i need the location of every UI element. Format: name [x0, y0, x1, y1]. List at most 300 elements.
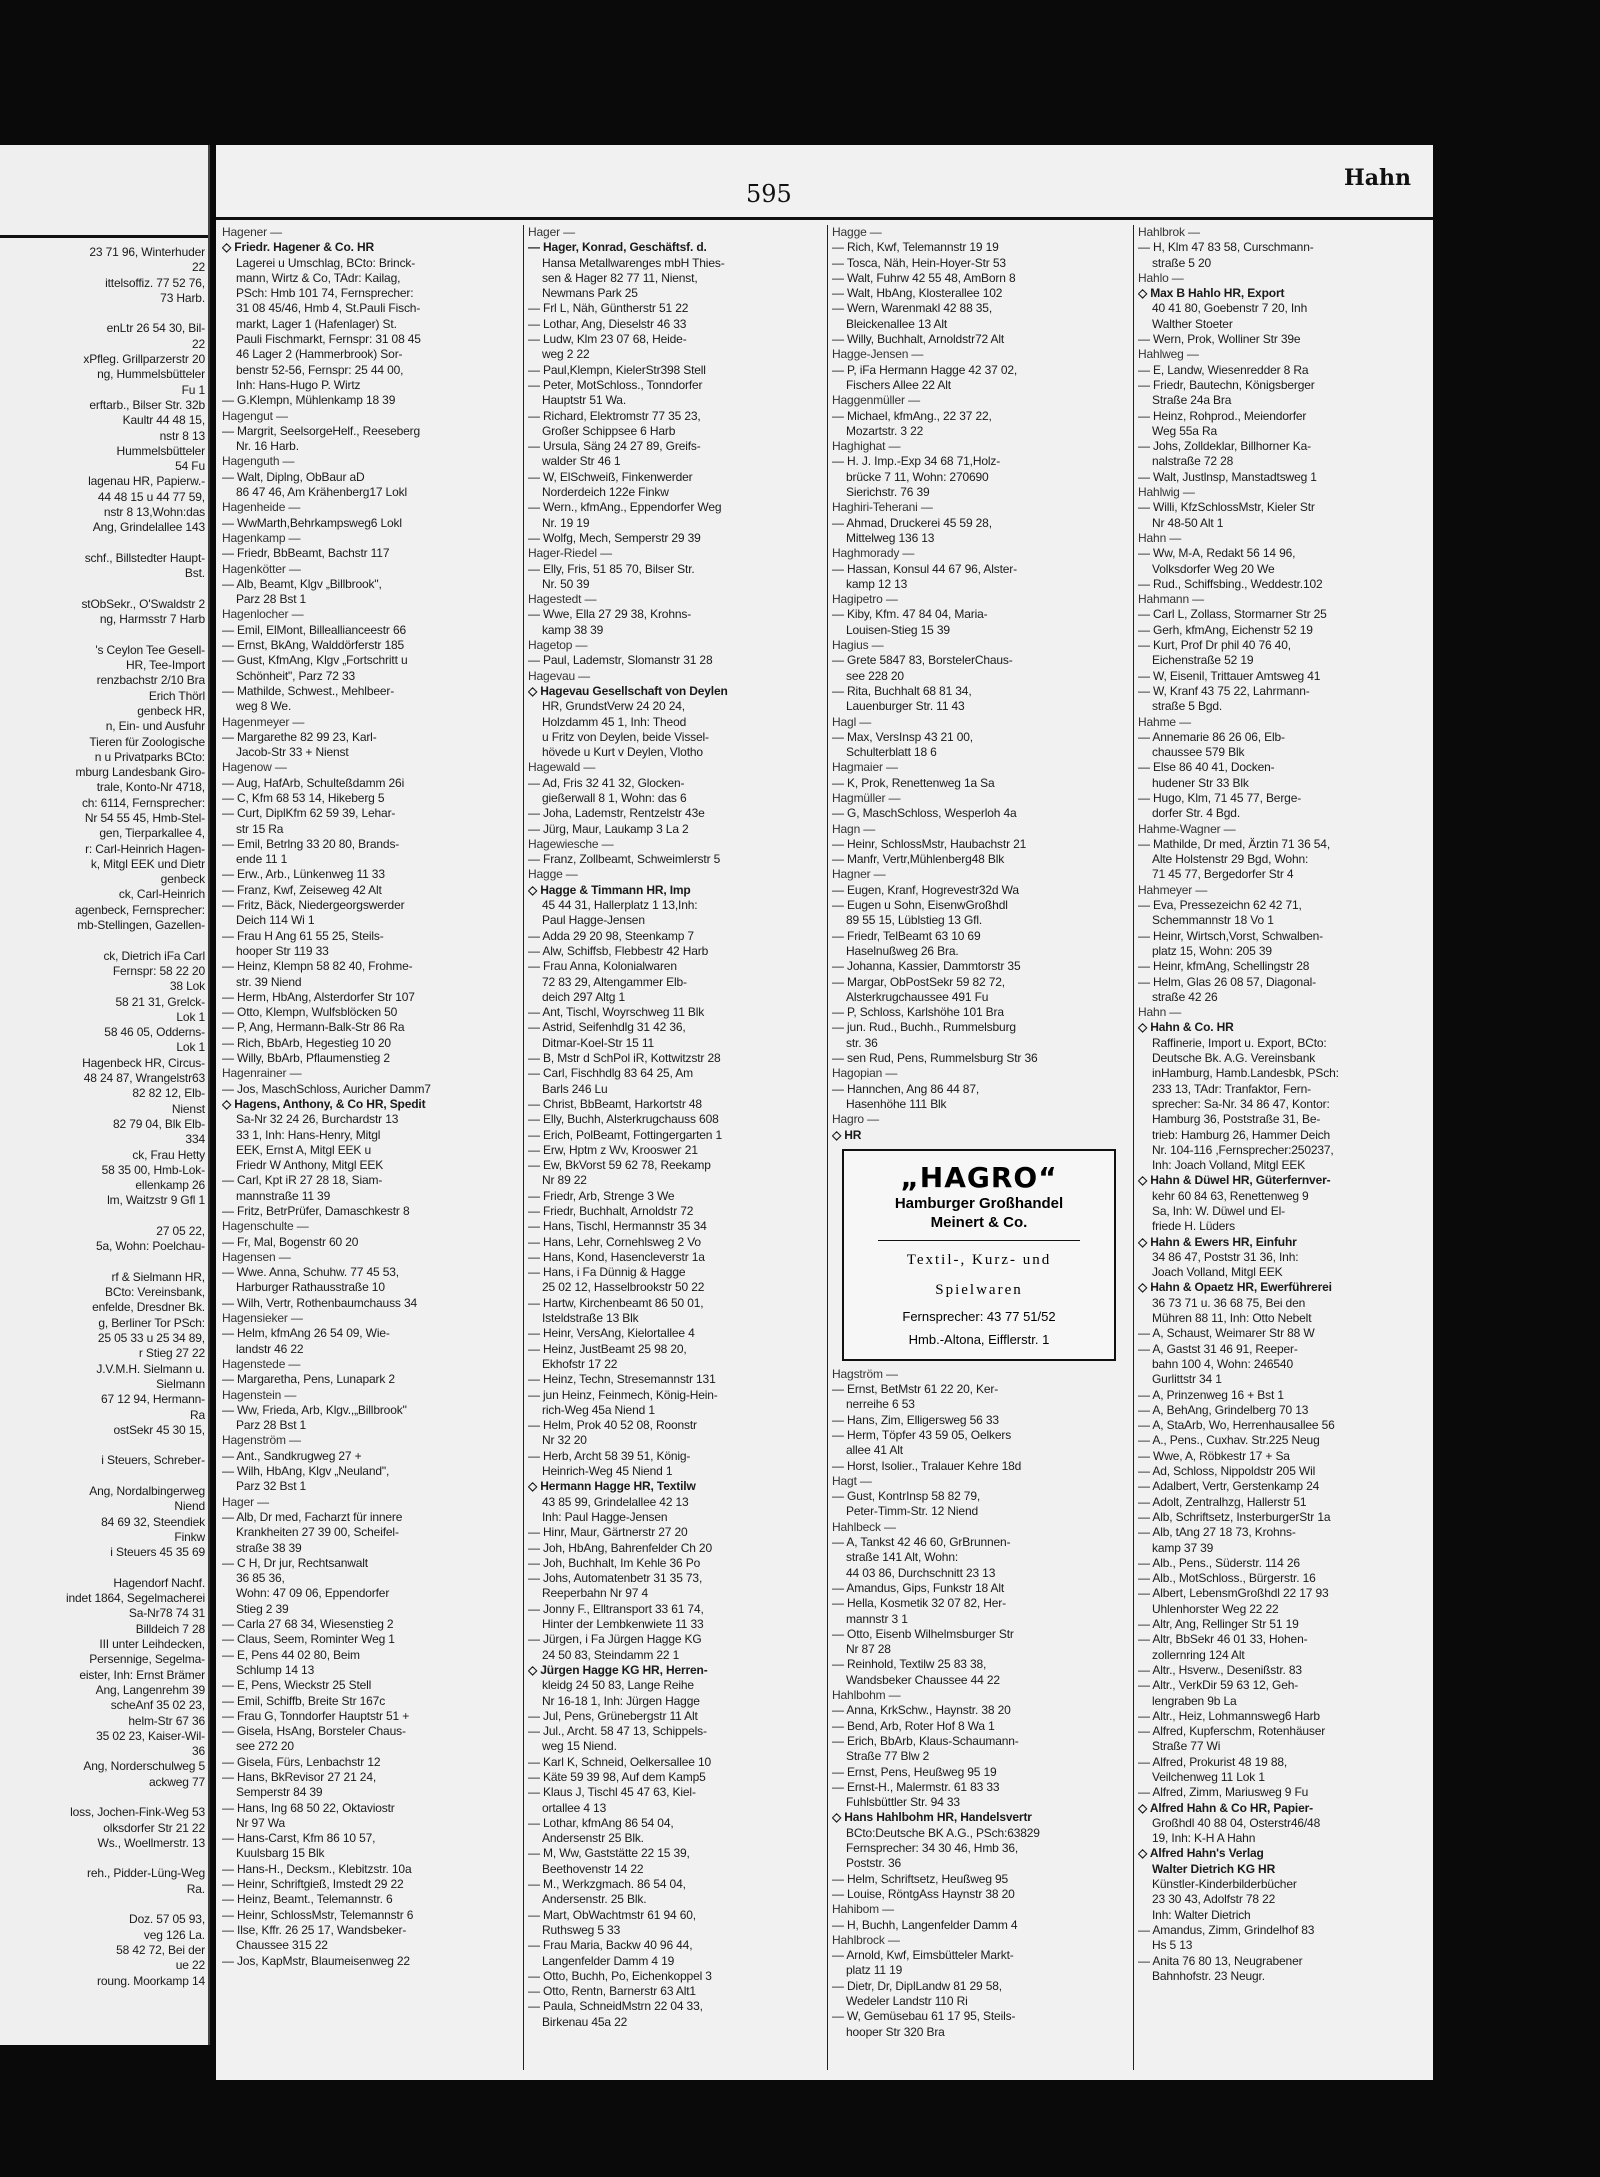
directory-entry-line: Nr 89 22: [542, 1173, 587, 1188]
left-fragment-line: Ra.: [186, 1881, 205, 1896]
directory-entry-line: — Johanna, Kassier, Dammtorstr 35: [832, 959, 1021, 974]
directory-entry-line: Friedr W Anthony, Mitgl EEK: [236, 1158, 384, 1173]
directory-entry-line: — Frau H Ang 61 55 25, Steils-: [222, 928, 384, 943]
directory-entry-line: 71 45 77, Bergedorfer Str 4: [1152, 867, 1294, 882]
directory-entry-line: Walther Stoeter: [1152, 316, 1233, 331]
directory-entry-line: Parz 28 Bst 1: [236, 592, 307, 607]
directory-entry-line: — Ernst, Pens, Heußweg 95 19: [832, 1764, 997, 1779]
directory-entry-line: — Käte 59 39 98, Auf dem Kamp5: [528, 1769, 706, 1784]
directory-entry-line: — Gisela, HsAng, Borsteler Chaus-: [222, 1724, 406, 1739]
column-divider: [827, 225, 828, 2070]
directory-entry-line: — Hans, i Fa Dünnig & Hagge: [528, 1265, 686, 1280]
left-fragment-line: Billdeich 7 28: [135, 1621, 205, 1636]
directory-entry-line: — Jonny F., Elltransport 33 61 74,: [528, 1601, 704, 1616]
left-fragment-line: 54 Fu: [175, 459, 205, 474]
directory-entry-line: dorfer Str. 4 Bgd.: [1152, 806, 1241, 821]
directory-entry-line: allee 41 Alt: [846, 1443, 903, 1458]
directory-entry-line: — Alb., Pens., Süderstr. 114 26: [1138, 1555, 1300, 1570]
directory-entry-line: — Altr., VerkDir 59 63 12, Geh-: [1138, 1678, 1299, 1693]
left-fragment-line: Kaultr 44 48 15,: [122, 413, 205, 428]
directory-entry-line: benstr 52-56, Fernspr: 25 44 00,: [236, 362, 404, 377]
directory-entry-line: trieb: Hamburg 26, Hammer Deich: [1152, 1127, 1331, 1142]
surname-heading: Hahmann —: [1138, 592, 1205, 607]
directory-entry-line: — Karl K, Schneid, Oelkersallee 10: [528, 1754, 711, 1769]
left-fragment-line: 82 82 12, Elb-: [132, 1086, 205, 1101]
directory-entry-line: — Frau Anna, Kolonialwaren: [528, 959, 677, 974]
surname-heading: Haggenmüller —: [832, 393, 920, 408]
left-fragment-line: [0, 306, 205, 321]
left-fragment-line: olksdorfer Str 21 22: [103, 1820, 205, 1835]
left-fragment-line: 82 79 04, Blk Elb-: [112, 1116, 205, 1131]
left-fragment-line: i Steuers, Schreber-: [101, 1453, 205, 1468]
directory-entry-line: inHamburg, Hamb.Landesbk, PSch:: [1152, 1066, 1339, 1081]
directory-entry-line: — Hassan, Konsul 44 67 96, Alster-: [832, 561, 1018, 576]
directory-entry-line: — Anita 76 80 13, Neugrabener: [1138, 1953, 1303, 1968]
directory-entry-line: Großhdl 40 88 04, Osterstr46/48: [1152, 1815, 1321, 1830]
left-fragment-line: 25 05 33 u 25 34 89,: [97, 1331, 205, 1346]
column-4: [1138, 225, 1430, 2070]
directory-entry-line: Langenfelder Damm 4 19: [542, 1953, 675, 1968]
column-1: [222, 225, 520, 2070]
directory-entry-line: — Wwe. Anna, Schuhw. 77 45 53,: [222, 1265, 399, 1280]
left-fragment-line: Ra: [189, 1407, 205, 1422]
directory-entry-line: — Heinr, SchlossMstr, Telemannstr 6: [222, 1907, 414, 1922]
left-fragment-line: erftarb., Bilser Str. 32b: [89, 397, 205, 412]
directory-entry-line: — Margaretha, Pens, Lunapark 2: [222, 1372, 395, 1387]
left-fragment-line: rf & Sielmann HR,: [111, 1269, 205, 1284]
hagro-advertisement: [842, 1149, 1116, 1361]
surname-heading: Hahlbeck —: [832, 1519, 896, 1534]
left-fragment-line: trale, Konto-Nr 4718,: [96, 780, 205, 795]
directory-entry-line: — Friedr, BbBeamt, Bachstr 117: [222, 546, 390, 561]
directory-entry-line: — Jürg, Maur, Laukamp 3 La 2: [528, 821, 689, 836]
left-fragment-line: Nr 54 55 45, Hmb-Stel-: [84, 810, 205, 825]
directory-entry-line: — Willy, Buchhalt, Arnoldstr72 Alt: [832, 332, 1005, 347]
directory-entry-line: — Mathilde, Dr med, Ärztin 71 36 54,: [1138, 836, 1331, 851]
directory-entry-line: — B, Mstr d SchPol iR, Kottwitzstr 28: [528, 1051, 721, 1066]
left-fragment-line: 23 71 96, Winterhuder: [89, 245, 205, 259]
directory-entry-line: mannstr 3 1: [846, 1611, 908, 1626]
directory-entry-line: — Astrid, Seifenhdlg 31 42 36,: [528, 1020, 686, 1035]
directory-entry-line: — Erw., Arb., Lünkenweg 11 33: [222, 867, 385, 882]
directory-entry-line: — Curt, DiplKfm 62 59 39, Lehar-: [222, 806, 396, 821]
directory-entry-line: — Reinhold, Textilw 25 83 38,: [832, 1657, 987, 1672]
left-fragment-line: agenbeck, Fernsprecher:: [75, 902, 205, 917]
surname-heading: Hagenow —: [222, 760, 287, 775]
directory-entry-line: — Helm, kfmAng 26 54 09, Wie-: [222, 1326, 390, 1341]
left-fragment-line: lm, Waitzstr 9 Gfl 1: [107, 1193, 205, 1208]
directory-entry-line: BCto:Deutsche BK A.G., PSch:63829: [846, 1825, 1040, 1840]
directory-entry-line: str. 39 Niend: [236, 974, 302, 989]
surname-heading: Hahn —: [1138, 1005, 1182, 1020]
directory-entry-line: — Richard, Elektromstr 77 35 23,: [528, 408, 701, 423]
directory-entry-line: — Hans, Tischl, Hermannstr 35 34: [528, 1219, 707, 1234]
directory-entry-line: — Carl, Fischhdlg 83 64 25, Am: [528, 1066, 693, 1081]
directory-entry-line: — Lothar, kfmAng 86 54 04,: [528, 1815, 674, 1830]
directory-entry-line: ◇ Alfred Hahn's Verlag: [1138, 1846, 1264, 1861]
directory-entry-line: Nr 97 Wa: [236, 1815, 286, 1830]
directory-entry-line: — Eva, Pressezeichn 62 42 71,: [1138, 898, 1302, 913]
surname-heading: Hagt —: [832, 1473, 872, 1488]
directory-entry-line: — Otto, Buchh, Po, Eichenkoppel 3: [528, 1968, 712, 1983]
directory-entry-line: — Eugen u Sohn, EisenwGroßhdl: [832, 898, 1008, 913]
left-fragment-line: ck, Frau Hetty: [132, 1147, 205, 1162]
surname-heading: Hahlbrock —: [832, 1932, 900, 1947]
directory-entry-line: — K, Prok, Renettenweg 1a Sa: [832, 775, 995, 790]
left-page-fragment: [0, 145, 210, 2045]
left-fragment-line: [0, 1255, 205, 1270]
directory-entry-line: Pauli Fischmarkt, Fernspr: 31 08 45: [236, 332, 421, 347]
ad-goods: Textil-, Kurz- und: [906, 1251, 1052, 1268]
directory-entry-line: u Fritz von Deylen, beide Vissel-: [542, 729, 709, 744]
directory-entry-line: ortallee 4 13: [542, 1800, 607, 1815]
directory-entry-line: ◇ Hagevau Gesellschaft von Deylen: [528, 683, 728, 698]
surname-heading: Haghmorady —: [832, 546, 915, 561]
directory-entry-line: straße 5 Bgd.: [1152, 699, 1223, 714]
surname-heading: Hagevau —: [528, 668, 591, 683]
directory-entry-line: 86 47 46, Am Krähenberg17 Lokl: [236, 485, 407, 500]
surname-heading: Hagenstede —: [222, 1356, 301, 1371]
ad-phone: Fernsprecher: 43 77 51/52: [902, 1308, 1056, 1324]
directory-entry-line: Nr. 16 Harb.: [236, 439, 299, 454]
directory-entry-line: Sa-Nr 32 24 26, Burchardstr 13: [236, 1112, 399, 1127]
directory-entry-line: — Altr., Hsverw., Desenißstr. 83: [1138, 1662, 1302, 1677]
left-fragment-line: [0, 627, 205, 642]
left-fragment-line: schf., Billstedter Haupt-: [84, 550, 205, 565]
left-fragment-line: Ang, Grindelallee 143: [92, 520, 205, 535]
directory-entry-line: Großer Schippsee 6 Harb: [542, 423, 676, 438]
left-fragment-line: [0, 933, 205, 948]
left-page-header-rule: [0, 235, 208, 238]
directory-entry-line: Chaussee 315 22: [236, 1938, 328, 1953]
directory-entry-line: 33 1, Inh: Hans-Henry, Mitgl: [236, 1127, 381, 1142]
directory-entry-line: 45 44 31, Hallerplatz 1 13,Inh:: [542, 898, 698, 913]
directory-entry-line: Newmans Park 25: [542, 286, 638, 301]
directory-entry-line: weg 15 Niend.: [542, 1739, 617, 1754]
surname-heading: Hahme-Wagner —: [1138, 821, 1236, 836]
directory-entry-line: Hinter der Lembkenwiete 11 33: [542, 1617, 704, 1632]
directory-entry-line: 36 73 71 u. 36 68 75, Bei den: [1152, 1295, 1306, 1310]
directory-entry-line: — Erich, BbArb, Klaus-Schaumann-: [832, 1733, 1019, 1748]
left-fragment-line: genbeck: [160, 872, 205, 887]
column-divider: [523, 225, 524, 2070]
left-fragment-line: n u Privatparks BCto:: [94, 749, 205, 764]
surname-heading: Hahmeyer —: [1138, 882, 1208, 897]
directory-entry-line: Mozartstr. 3 22: [846, 423, 924, 438]
directory-entry-line: Harburger Rathausstraße 10: [236, 1280, 385, 1295]
directory-entry-line: — Ant., Sandkrugweg 27 +: [222, 1448, 362, 1463]
directory-entry-line: — A., Pens., Cuxhav. Str.225 Neug: [1138, 1433, 1320, 1448]
directory-entry-line: Straße 24a Bra: [1152, 393, 1232, 408]
directory-entry-line: — Gust, KontrInsp 58 82 79,: [832, 1489, 981, 1504]
directory-entry-line: — Ernst, BetMstr 61 22 20, Ker-: [832, 1382, 999, 1397]
directory-entry-line: kleidg 24 50 83, Lange Reihe: [542, 1678, 694, 1693]
directory-entry-line: ◇ HR: [832, 1127, 862, 1142]
surname-heading: Hahibom —: [832, 1902, 895, 1917]
directory-entry-line: straße 38 39: [236, 1540, 302, 1555]
surname-heading: Hahlbohm —: [832, 1688, 901, 1703]
directory-entry-line: lengraben 9b La: [1152, 1693, 1237, 1708]
directory-entry-line: — Erw, Hptm z Wv, Krooswег 21: [528, 1142, 698, 1157]
directory-entry-line: — Alfred, Zimm, Mariusweg 9 Fu: [1138, 1785, 1309, 1800]
directory-entry-line: — Kurt, Prof Dr phil 40 76 40,: [1138, 638, 1291, 653]
directory-entry-line: rich-Weg 45a Niend 1: [542, 1402, 655, 1417]
directory-entry-line: — Joh, HbAng, Bahrenfelder Ch 20: [528, 1540, 712, 1555]
left-fragment-line: reh., Pidder-Lüng-Weg: [86, 1866, 205, 1881]
left-fragment-line: Ang, Langenrehm 39: [95, 1682, 205, 1697]
directory-entry-line: — Mathilde, Schwest., Mehlbeer-: [222, 683, 395, 698]
directory-entry-line: Künstler-Kinderbilderbücher: [1152, 1877, 1297, 1892]
left-fragment-line: ng, Hummelsbütteler: [97, 367, 205, 382]
left-fragment-line: k, Mitgl EEK und Dietr: [90, 856, 205, 871]
surname-heading: Hagge-Jensen —: [832, 347, 924, 362]
directory-entry-line: Parz 32 Bst 1: [236, 1479, 307, 1494]
directory-entry-line: — Hans, Ing 68 50 22, Oktaviostr: [222, 1800, 395, 1815]
directory-entry-line: kehr 60 84 63, Renettenweg 9: [1152, 1188, 1309, 1203]
left-fragment-line: Hagendorf Nachf.: [113, 1575, 205, 1590]
directory-entry-line: — Otto, Klempn, Wulfsblöcken 50: [222, 1005, 398, 1020]
directory-entry-line: Poststr. 36: [846, 1856, 902, 1871]
directory-entry-line: — Wern., kfmAng., Eppendorfer Weg: [528, 500, 722, 515]
left-fragment-line: n, Ein- und Ausfuhr: [105, 719, 205, 734]
directory-entry-line: — A, Gastst 31 46 91, Reeper-: [1138, 1341, 1298, 1356]
ad-brand: „HAGRO“: [900, 1160, 1058, 1194]
page-number: 595: [746, 180, 792, 208]
left-fragment-line: 5a, Wohn: Poelchau-: [96, 1239, 205, 1254]
directory-entry-line: 46 Lager 2 (Hammerbrook) Sor-: [236, 347, 403, 362]
left-fragment-line: 67 12 94, Hermann-: [100, 1392, 205, 1407]
directory-entry-line: — Tosca, Näh, Hein-Hoyer-Str 53: [832, 255, 1006, 270]
directory-entry-line: — Amandus, Gips, Funkstr 18 Alt: [832, 1580, 1005, 1595]
directory-entry-line: Fischers Allee 22 Alt: [846, 377, 951, 392]
directory-entry-line: — Margar, ObPostSekr 59 82 72,: [832, 974, 1005, 989]
left-fragment-line: r: Carl-Heinrich Hagen-: [85, 841, 205, 856]
surname-heading: Hagmüller —: [832, 790, 901, 805]
surname-heading: Hagopian —: [832, 1066, 898, 1081]
directory-entry-line: — Kiby, Kfm. 47 84 04, Maria-: [832, 607, 988, 622]
surname-heading: Hagengut —: [222, 408, 288, 423]
directory-entry-line: ◇ Alfred Hahn & Co HR, Papier-: [1138, 1800, 1313, 1815]
directory-entry-line: — Otto, Rentn, Barnerstr 63 Alt1: [528, 1984, 696, 1999]
surname-heading: Hagenström —: [222, 1433, 301, 1448]
surname-heading: Hager —: [222, 1494, 269, 1509]
directory-entry-line: Inh: Joach Volland, Mitgl EEK: [1152, 1158, 1306, 1173]
directory-entry-line: — Hella, Kosmetik 32 07 82, Her-: [832, 1596, 1006, 1611]
directory-entry-line: Holzdamm 45 1, Inh: Theod: [542, 714, 687, 729]
directory-entry-line: Straße 77 Wi: [1152, 1739, 1221, 1754]
directory-entry-line: 25 02 12, Hasselbrookstr 50 22: [542, 1280, 705, 1295]
directory-entry-line: — C H, Dr jur, Rechtsanwalt: [222, 1555, 368, 1570]
directory-entry-line: — Wwe, A, Röbkestr 17 + Sa: [1138, 1448, 1290, 1463]
directory-entry-line: — M., Werkzgmach. 86 54 04,: [528, 1877, 686, 1892]
directory-entry-line: — Alb, Schriftsetz, InsterburgerStr 1a: [1138, 1509, 1331, 1524]
directory-entry-line: Andersenstr 25 Blk.: [542, 1831, 644, 1846]
left-fragment-line: ck, Dietrich iFa Carl: [103, 948, 205, 963]
directory-entry-line: hooper Str 119 33: [236, 943, 329, 958]
directory-entry-line: — Ww, Frieda, Arb, Klgv.,„Billbrook": [222, 1402, 407, 1417]
left-fragment-line: renzbachstr 2/10 Bra: [96, 673, 205, 688]
left-fragment-line: J.V.M.H. Sielmann u.: [96, 1361, 205, 1376]
directory-entry-line: — Altr, Ang, Rellinger Str 51 19: [1138, 1617, 1299, 1632]
left-fragment-line: scheAnf 35 02 23,: [110, 1698, 205, 1713]
directory-entry-line: Alte Holstenstr 29 Bgd, Wohn:: [1152, 852, 1309, 867]
left-fragment-line: Sielmann: [156, 1376, 205, 1391]
directory-entry-line: Parz 28 Bst 1: [236, 1418, 307, 1433]
directory-entry-line: — Michael, kfmAng., 22 37 22,: [832, 408, 992, 423]
directory-entry-line: 31 08 45/46, Hmb 4, St.Pauli Fisch-: [236, 301, 421, 316]
directory-entry-line: — Hans-H., Decksm., Klebitzstr. 10a: [222, 1861, 412, 1876]
directory-entry-line: — W, Kranf 43 75 22, Lahrmann-: [1138, 683, 1310, 698]
directory-page: [216, 145, 1433, 2080]
surname-heading: Hagmaier —: [832, 760, 898, 775]
directory-entry-line: — Rich, Kwf, Telemannstr 19 19: [832, 240, 999, 255]
directory-entry-line: Inh: Hans-Hugo P. Wirtz: [236, 377, 361, 392]
directory-entry-line: — Paul, Lademstr, Slomanstr 31 28: [528, 653, 713, 668]
directory-entry-line: — Jos, MaschSchloss, Auricher Damm7: [222, 1081, 431, 1096]
left-fragment-line: nstr 8 13,Wohn:das: [103, 505, 205, 520]
left-fragment-line: Ang, Norderschulweg 5: [83, 1759, 205, 1774]
directory-entry-line: — W, ElSchweiß, Finkenwerder: [528, 469, 693, 484]
directory-entry-line: — E, Landw, Wiesenredder 8 Ra: [1138, 362, 1309, 377]
directory-entry-line: ◇ Hahn & Ewers HR, Einfuhr: [1138, 1234, 1297, 1249]
directory-entry-line: — W, Eisenil, Trittauer Amtsweg 41: [1138, 668, 1321, 683]
directory-entry-line: hövede u Kurt v Deylen, Vlotho: [542, 745, 703, 760]
left-fragment-line: [0, 1897, 205, 1912]
directory-entry-line: Nr. 104-116 ,Fernsprecher:250237,: [1152, 1142, 1334, 1157]
directory-entry-line: — Amandus, Zimm, Grindelhof 83: [1138, 1922, 1315, 1937]
left-fragment-line: BCto: Vereinsbank,: [104, 1285, 205, 1300]
directory-entry-line: ◇ Hermann Hagge HR, Textilw: [528, 1479, 696, 1494]
directory-entry-line: nerreihe 6 53: [846, 1397, 915, 1412]
directory-entry-line: Hasenhöhe 111 Blk: [846, 1096, 947, 1111]
directory-entry-line: Mittelweg 136 13: [846, 530, 935, 545]
ad-company: Meinert & Co.: [930, 1213, 1028, 1231]
directory-entry-line: Inh: Walter Dietrich: [1152, 1907, 1251, 1922]
directory-entry-line: — Gisela, Fürs, Lenbachstr 12: [222, 1754, 381, 1769]
directory-entry-line: — Gust, KfmAng, Klgv „Fortschritt u: [222, 653, 408, 668]
directory-entry-line: — Emil, Betrlng 33 20 80, Brands-: [222, 836, 400, 851]
directory-entry-line: Gurlittstr 34 1: [1152, 1372, 1222, 1387]
directory-entry-line: Jacob-Str 33 + Nienst: [236, 745, 349, 760]
directory-entry-line: — Altr, BbSekr 46 01 33, Hohen-: [1138, 1632, 1308, 1647]
left-fragment-line: Bst.: [184, 566, 205, 581]
directory-entry-line: — Frl L, Näh, Güntherstr 51 22: [528, 301, 689, 316]
directory-entry-line: Straße 77 Blw 2: [846, 1749, 930, 1764]
directory-entry-line: — Hans, Zim, Elligersweg 56 33: [832, 1412, 999, 1427]
directory-entry-line: — Alfred, Kupferschm, Rotenhäuser: [1138, 1724, 1326, 1739]
directory-entry-line: — Ernst, BkAng, Walddörferstr 185: [222, 638, 405, 653]
directory-entry-line: — Elly, Fris, 51 85 70, Bilser Str.: [528, 561, 695, 576]
directory-entry-line: — jun. Rud., Buchh., Rummelsburg: [832, 1020, 1016, 1035]
directory-entry-line: Weg 55a Ra: [1152, 423, 1217, 438]
column-3: [832, 225, 1130, 2070]
directory-entry-line: — Hans, BkRevisor 27 21 24,: [222, 1769, 377, 1784]
directory-entry-line: — Horst, Isolier., Tralauer Kehre 18d: [832, 1458, 1022, 1473]
directory-entry-line: — Else 86 40 41, Docken-: [1138, 760, 1275, 775]
left-page-column: [0, 245, 205, 1989]
directory-entry-line: — Erich, PolBeamt, Fottingergarten 1: [528, 1127, 723, 1142]
directory-entry-line: Barls 246 Lu: [542, 1081, 608, 1096]
directory-entry-line: Kuulsbarg 15 Blk: [236, 1846, 325, 1861]
left-fragment-line: g, Berliner Tor PSch:: [98, 1315, 205, 1330]
surname-heading: Hahme —: [1138, 714, 1191, 729]
directory-entry-line: — Heinz, Klempn 58 82 40, Frohme-: [222, 959, 413, 974]
left-fragment-line: indet 1864, Segelmacherei: [65, 1591, 205, 1606]
left-fragment-line: 27 05 22,: [156, 1224, 205, 1238]
directory-entry-line: Stieg 2 39: [236, 1601, 289, 1616]
surname-heading: Hagl —: [832, 714, 872, 729]
directory-entry-line: — Willi, KfzSchlossMstr, Kieler Str: [1138, 500, 1315, 515]
directory-entry-line: Wedeler Landstr 110 Ri: [846, 1993, 968, 2008]
directory-entry-line: — Fritz, BetrPrüfer, Damaschkestr 8: [222, 1204, 410, 1218]
directory-entry-line: — Hans-Carst, Kfm 86 10 57,: [222, 1831, 376, 1846]
left-fragment-line: enfelde, Dresdner Bk.: [92, 1300, 205, 1315]
directory-entry-line: Inh: Paul Hagge-Jensen: [542, 1509, 668, 1524]
directory-entry-line: see 228 20: [846, 668, 904, 683]
directory-entry-line: — Jul., Archt. 58 47 13, Schippels-: [528, 1724, 707, 1739]
directory-entry-line: — Wolfg, Mech, Semperstr 29 39: [528, 530, 701, 545]
left-fragment-line: ellenkamp 26: [135, 1178, 205, 1193]
left-fragment-line: Tieren für Zoologische: [89, 734, 205, 749]
directory-entry-line: ◇ Hagens, Anthony, & Co HR, Spedit: [222, 1096, 426, 1111]
directory-entry-line: platz 15, Wohn: 205 39: [1152, 943, 1272, 958]
directory-entry-line: — Franz, Zollbeamt, Schweimlerstr 5: [528, 852, 721, 867]
directory-entry-line: — Walt, Justlnsp, Manstadtsweg 1: [1138, 469, 1317, 484]
left-fragment-line: ue 22: [175, 1958, 205, 1973]
directory-entry-line: mannstraße 11 39: [236, 1188, 331, 1203]
surname-heading: Hagro —: [832, 1112, 879, 1127]
surname-heading: Hagström —: [832, 1366, 898, 1381]
directory-entry-line: — Friedr, TelBeamt 63 10 69: [832, 928, 981, 943]
left-fragment-line: lagenau HR, Papierw.-: [88, 474, 205, 489]
ad-subtitle: Hamburger Großhandel: [894, 1194, 1064, 1212]
directory-entry-line: — Heinz, Techn, Stresemannstr 131: [528, 1372, 716, 1387]
left-fragment-line: 334: [185, 1132, 205, 1147]
surname-heading: Hagewald —: [528, 760, 596, 775]
left-fragment-line: 73 Harb.: [160, 290, 205, 305]
directory-entry-line: — Ww, M-A, Redakt 56 14 96,: [1138, 546, 1296, 561]
header-rule: [216, 217, 1433, 220]
left-fragment-line: Lok 1: [176, 1009, 205, 1024]
left-fragment-line: [0, 1790, 205, 1805]
directory-entry-line: 19, Inh: K-H A Hahn: [1152, 1831, 1256, 1846]
directory-entry-line: hudener Str 33 Blk: [1152, 775, 1249, 790]
directory-entry-line: — Ew, BkVorst 59 62 78, Reekamp: [528, 1158, 711, 1173]
left-fragment-line: veg 126 La.: [143, 1927, 205, 1942]
directory-entry-line: Schemmannstr 18 Vo 1: [1152, 913, 1274, 928]
directory-entry-line: — P, Schloss, Karlshöhe 101 Bra: [832, 1005, 1004, 1020]
directory-entry-line: Schönheit", Parz 72 33: [236, 668, 356, 683]
directory-entry-line: — Adda 29 20 98, Steenkamp 7: [528, 928, 694, 943]
left-fragment-line: 's Ceylon Tee Gesell-: [95, 642, 205, 657]
directory-entry-line: — A, Tankst 42 46 60, GrBrunnen-: [832, 1535, 1011, 1550]
directory-entry-line: — Frau Maria, Backw 40 96 44,: [528, 1938, 693, 1953]
directory-entry-line: — Friedr, Arb, Strenge 3 We: [528, 1188, 675, 1203]
directory-entry-line: — Peter, MotSchloss., Tonndorfer: [528, 377, 703, 392]
left-fragment-line: HR, Tee-Import: [125, 658, 205, 673]
directory-entry-line: — H, Buchh, Langenfelder Damm 4: [832, 1917, 1018, 1932]
directory-entry-line: — Annemarie 86 26 06, Elb-: [1138, 729, 1285, 744]
surname-heading: Haghighat —: [832, 439, 901, 454]
directory-entry-line: Wohn: 47 09 06, Eppendorfer: [236, 1586, 390, 1601]
directory-entry-line: — sen Rud, Pens, Rummelsburg Str 36: [832, 1051, 1038, 1066]
directory-entry-line: — Walt, Fuhrw 42 55 48, AmBorn 8: [832, 270, 1016, 285]
surname-heading: Hagenheide —: [222, 500, 301, 515]
directory-entry-line: — Altr., Heiz, Lohmannsweg6 Harb: [1138, 1708, 1320, 1723]
directory-entry-line: walder Str 46 1: [542, 454, 621, 469]
surname-heading: Hagenmeyer —: [222, 714, 305, 729]
directory-entry-line: 36 85 36,: [236, 1571, 285, 1586]
